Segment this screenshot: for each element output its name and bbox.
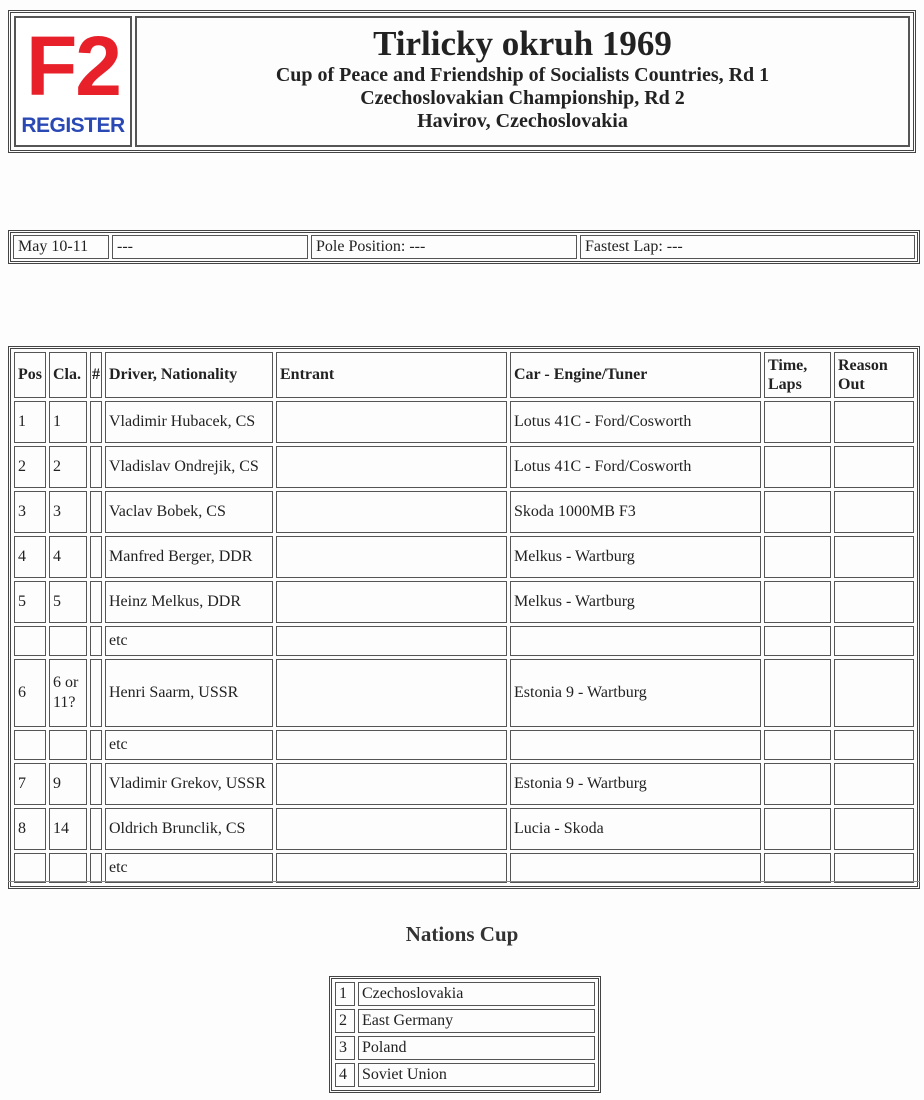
car-cell: Lotus 41C - Ford/Cosworth: [510, 401, 761, 443]
driver-cell: Vladimir Hubacek, CS: [105, 401, 273, 443]
number-cell: [90, 536, 102, 578]
entrant-cell: [276, 853, 507, 883]
number-cell: [90, 853, 102, 883]
car-cell: Estonia 9 - Wartburg: [510, 763, 761, 805]
pos-cell: 4: [14, 536, 46, 578]
time-cell: [764, 491, 831, 533]
race-date: May 10-11: [13, 235, 109, 259]
cla-cell: 9: [49, 763, 87, 805]
time-cell: [764, 659, 831, 727]
col-driver: Driver, Nationality: [105, 352, 273, 398]
driver-cell: Heinz Melkus, DDR: [105, 581, 273, 623]
pos-cell: 7: [14, 763, 46, 805]
number-cell: [90, 730, 102, 760]
car-cell: [510, 730, 761, 760]
car-cell: [510, 853, 761, 883]
title-block: [135, 16, 910, 147]
nations-row: [335, 982, 595, 1006]
nation-pos-cell: 4: [335, 1063, 355, 1087]
nation-name-cell: East Germany: [358, 1009, 595, 1033]
page-header: [8, 10, 916, 153]
entrant-cell: [276, 808, 507, 850]
nation-pos-cell: 3: [335, 1036, 355, 1060]
reason-cell: [834, 808, 914, 850]
time-cell: [764, 853, 831, 883]
pos-cell: 6: [14, 659, 46, 727]
subtitle-cup: Cup of Peace and Friendship of Socialists Countries, Rd 1: [275, 64, 770, 86]
subtitle-championship: Czechoslovakian Championship, Rd 2: [360, 87, 685, 109]
entrant-cell: [276, 659, 507, 727]
driver-cell: etc: [105, 730, 273, 760]
logo-register-text: REGISTER: [21, 114, 125, 137]
pos-cell: 2: [14, 446, 46, 488]
number-cell: [90, 446, 102, 488]
table-row: [14, 536, 914, 578]
entrant-cell: [276, 626, 507, 656]
table-row: [14, 626, 914, 656]
number-cell: [90, 763, 102, 805]
pos-cell: 8: [14, 808, 46, 850]
fastest-lap: Fastest Lap: ---: [580, 235, 915, 259]
car-cell: Estonia 9 - Wartburg: [510, 659, 761, 727]
reason-cell: [834, 730, 914, 760]
entrant-cell: [276, 491, 507, 533]
car-cell: Melkus - Wartburg: [510, 536, 761, 578]
pos-cell: 5: [14, 581, 46, 623]
entrant-cell: [276, 401, 507, 443]
col-reason: Reason Out: [834, 352, 914, 398]
number-cell: [90, 659, 102, 727]
driver-cell: Vladislav Ondrejik, CS: [105, 446, 273, 488]
subtitle-location: Havirov, Czechoslovakia: [417, 110, 628, 132]
nation-name-cell: Czechoslovakia: [358, 982, 595, 1006]
reason-cell: [834, 659, 914, 727]
reason-cell: [834, 763, 914, 805]
table-row: [14, 581, 914, 623]
race-extra-info: ---: [112, 235, 308, 259]
driver-cell: Henri Saarm, USSR: [105, 659, 273, 727]
driver-cell: Manfred Berger, DDR: [105, 536, 273, 578]
time-cell: [764, 536, 831, 578]
driver-cell: Vaclav Bobek, CS: [105, 491, 273, 533]
results-table: [8, 346, 920, 889]
nations-row: [335, 1036, 595, 1060]
car-cell: Lotus 41C - Ford/Cosworth: [510, 446, 761, 488]
entrant-cell: [276, 763, 507, 805]
nations-row: [335, 1009, 595, 1033]
pos-cell: 1: [14, 401, 46, 443]
pole-position: Pole Position: ---: [311, 235, 577, 259]
driver-cell: Vladimir Grekov, USSR: [105, 763, 273, 805]
section-divider: [8, 881, 920, 882]
race-info-bar: [8, 230, 920, 264]
reason-cell: [834, 581, 914, 623]
cla-cell: [49, 730, 87, 760]
time-cell: [764, 730, 831, 760]
cla-cell: 1: [49, 401, 87, 443]
table-row: [14, 401, 914, 443]
nations-cup-title: Nations Cup: [405, 922, 519, 946]
col-cla: Cla.: [49, 352, 87, 398]
results-header-row: [14, 352, 914, 398]
number-cell: [90, 626, 102, 656]
cla-cell: 4: [49, 536, 87, 578]
car-cell: Melkus - Wartburg: [510, 581, 761, 623]
car-cell: [510, 626, 761, 656]
cla-cell: 6 or 11?: [49, 659, 87, 727]
col-car: Car - Engine/Tuner: [510, 352, 761, 398]
nation-name-cell: Poland: [358, 1036, 595, 1060]
col-pos: Pos: [14, 352, 46, 398]
nations-row: [335, 1063, 595, 1087]
col-entrant: Entrant: [276, 352, 507, 398]
time-cell: [764, 763, 831, 805]
nation-pos-cell: 1: [335, 982, 355, 1006]
time-cell: [764, 808, 831, 850]
cla-cell: 3: [49, 491, 87, 533]
nations-cup-table: [329, 976, 601, 1093]
page-title: Tirlicky okruh 1969: [373, 24, 672, 63]
table-row: [14, 808, 914, 850]
reason-cell: [834, 401, 914, 443]
cla-cell: [49, 853, 87, 883]
driver-cell: etc: [105, 626, 273, 656]
pos-cell: 3: [14, 491, 46, 533]
time-cell: [764, 401, 831, 443]
col-number: #: [90, 352, 102, 398]
entrant-cell: [276, 446, 507, 488]
reason-cell: [834, 626, 914, 656]
entrant-cell: [276, 536, 507, 578]
table-row: [14, 659, 914, 727]
driver-cell: Oldrich Brunclik, CS: [105, 808, 273, 850]
table-row: [14, 853, 914, 883]
col-time: Time, Laps: [764, 352, 831, 398]
time-cell: [764, 626, 831, 656]
cla-cell: 14: [49, 808, 87, 850]
table-row: [14, 730, 914, 760]
logo-f2-text: F2: [25, 19, 121, 113]
reason-cell: [834, 853, 914, 883]
time-cell: [764, 581, 831, 623]
entrant-cell: [276, 730, 507, 760]
car-cell: Skoda 1000MB F3: [510, 491, 761, 533]
cla-cell: [49, 626, 87, 656]
table-row: [14, 446, 914, 488]
driver-cell: etc: [105, 853, 273, 883]
table-row: [14, 491, 914, 533]
reason-cell: [834, 536, 914, 578]
cla-cell: 5: [49, 581, 87, 623]
number-cell: [90, 491, 102, 533]
entrant-cell: [276, 581, 507, 623]
car-cell: Lucia - Skoda: [510, 808, 761, 850]
pos-cell: [14, 730, 46, 760]
nations-body: [335, 982, 595, 1087]
table-row: [14, 763, 914, 805]
pos-cell: [14, 626, 46, 656]
number-cell: [90, 581, 102, 623]
number-cell: [90, 808, 102, 850]
pos-cell: [14, 853, 46, 883]
nation-name-cell: Soviet Union: [358, 1063, 595, 1087]
f2-register-logo: [14, 16, 132, 147]
reason-cell: [834, 446, 914, 488]
time-cell: [764, 446, 831, 488]
cla-cell: 2: [49, 446, 87, 488]
results-body: [14, 401, 914, 883]
reason-cell: [834, 491, 914, 533]
number-cell: [90, 401, 102, 443]
nation-pos-cell: 2: [335, 1009, 355, 1033]
